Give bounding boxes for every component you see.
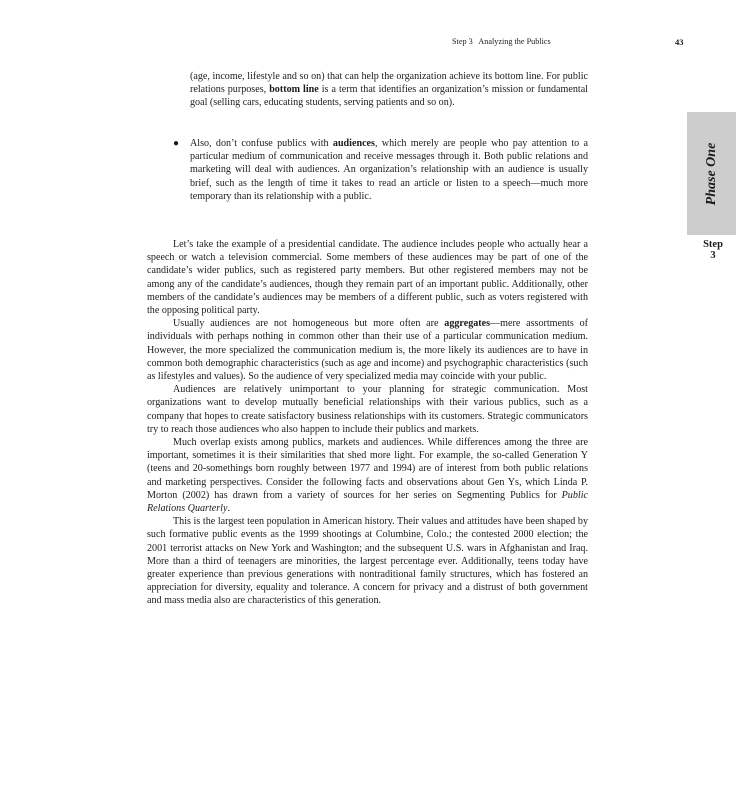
step-label: Step xyxy=(703,239,723,250)
term-audiences: audiences xyxy=(332,138,375,149)
term-bottom-line: bottom line xyxy=(269,84,319,96)
paragraph: Much overlap exists among publics, markets and audiences. While differences among the three are important, sometimes it is their similarities that shed more light. For example, the so-called Generation Y (teens and 20-somethings born roughly between 1977 and 1994) are of interest from both public relations and marketing perspectives. Consider the following facts and observations about Gen Ys, which Linda P. Morton (2002) has drawn from a variety of sources for her series on Segmenting Publics for Public Relations Quarterly. xyxy=(147,437,588,515)
paragraph: Audiences are relatively unimportant to your planning for strategic communication. Most organizations want to develop mutually beneficial relationships with their various publics, such as a company that hopes to create satisfactory business relationships with its customers. Strategic communicators try to reach those audiences who also happen to include their publics and markets. xyxy=(147,384,588,435)
paragraph: Let’s take the example of a presidential candidate. The audience includes people who actually hear a speech or watch a television commercial. Some members of these audiences may be part of one of the candidate’s wider publics, such as registered party members. But other registered members may not be among any of the candidate’s audiences, though they remain part of an important public. Additionally, other members of the candidate’s audiences may be members of a different public, such as voters registered with the opposing political party. xyxy=(147,239,588,317)
bullet-icon: ● xyxy=(173,138,180,149)
running-title: Step 3 Analyzing the Publics xyxy=(452,37,551,46)
term-aggregates: aggregates xyxy=(444,318,491,330)
paragraph: Usually audiences are not homogeneous but more often are aggregates—mere assortments of individuals with perhaps nothing in common other than their use of a particular communication medium. However, the more specialized the communication medium is, the more likely its audiences are to have in common both demographic characteristics (such as age and income) and psychographic characteristics (such as lifestyles and values). So the audience of very specialized media may coincide with your public. xyxy=(147,318,588,383)
continuation-paragraph: (age, income, lifestyle and so on) that can help the organization achieve its bottom line. For public relations purposes, bottom line is a term that identifies an organization’s mission or fundamental goal (selling cars, educating students, serving patients and so on). xyxy=(190,71,588,109)
running-header xyxy=(452,37,684,47)
step-indicator xyxy=(692,239,734,261)
publication-title: Public Relations Quarterly xyxy=(147,489,588,515)
page-number: 43 xyxy=(675,37,684,47)
paragraph: This is the largest teen population in American history. Their values and attitudes have been shaped by such formative public events as the 1999 shootings at Columbine, Colo.; the contested 2000 election; the 2001 terrorist attacks on New York and Washington; and the subsequent U.S. wars in Afghanistan and Iraq. More than a third of teenagers are minorities, the largest percentage ever. Additionally, teens today have greater experience than previous generations with nontraditional family structures, which has fostered an appreciation for diversity, equality and tolerance. A concern for privacy and a distrust of both government and mass media also are characteristics of this generation. xyxy=(147,516,588,607)
bullet-item: ● Also, don’t confuse publics with audiences, which merely are people who pay attention to a particular medium of communication and receive messages through it. Both public relations and marketing will deal with audiences. An organization’s relationship with an audience is usually brief, such as the length of time it takes to read an article or listen to a speech—much more temporary than its relationship with a public. xyxy=(173,138,589,202)
body-text xyxy=(147,238,588,608)
step-number: 3 xyxy=(710,250,716,261)
phase-tab xyxy=(687,112,736,235)
phase-label: Phase One xyxy=(703,142,719,205)
